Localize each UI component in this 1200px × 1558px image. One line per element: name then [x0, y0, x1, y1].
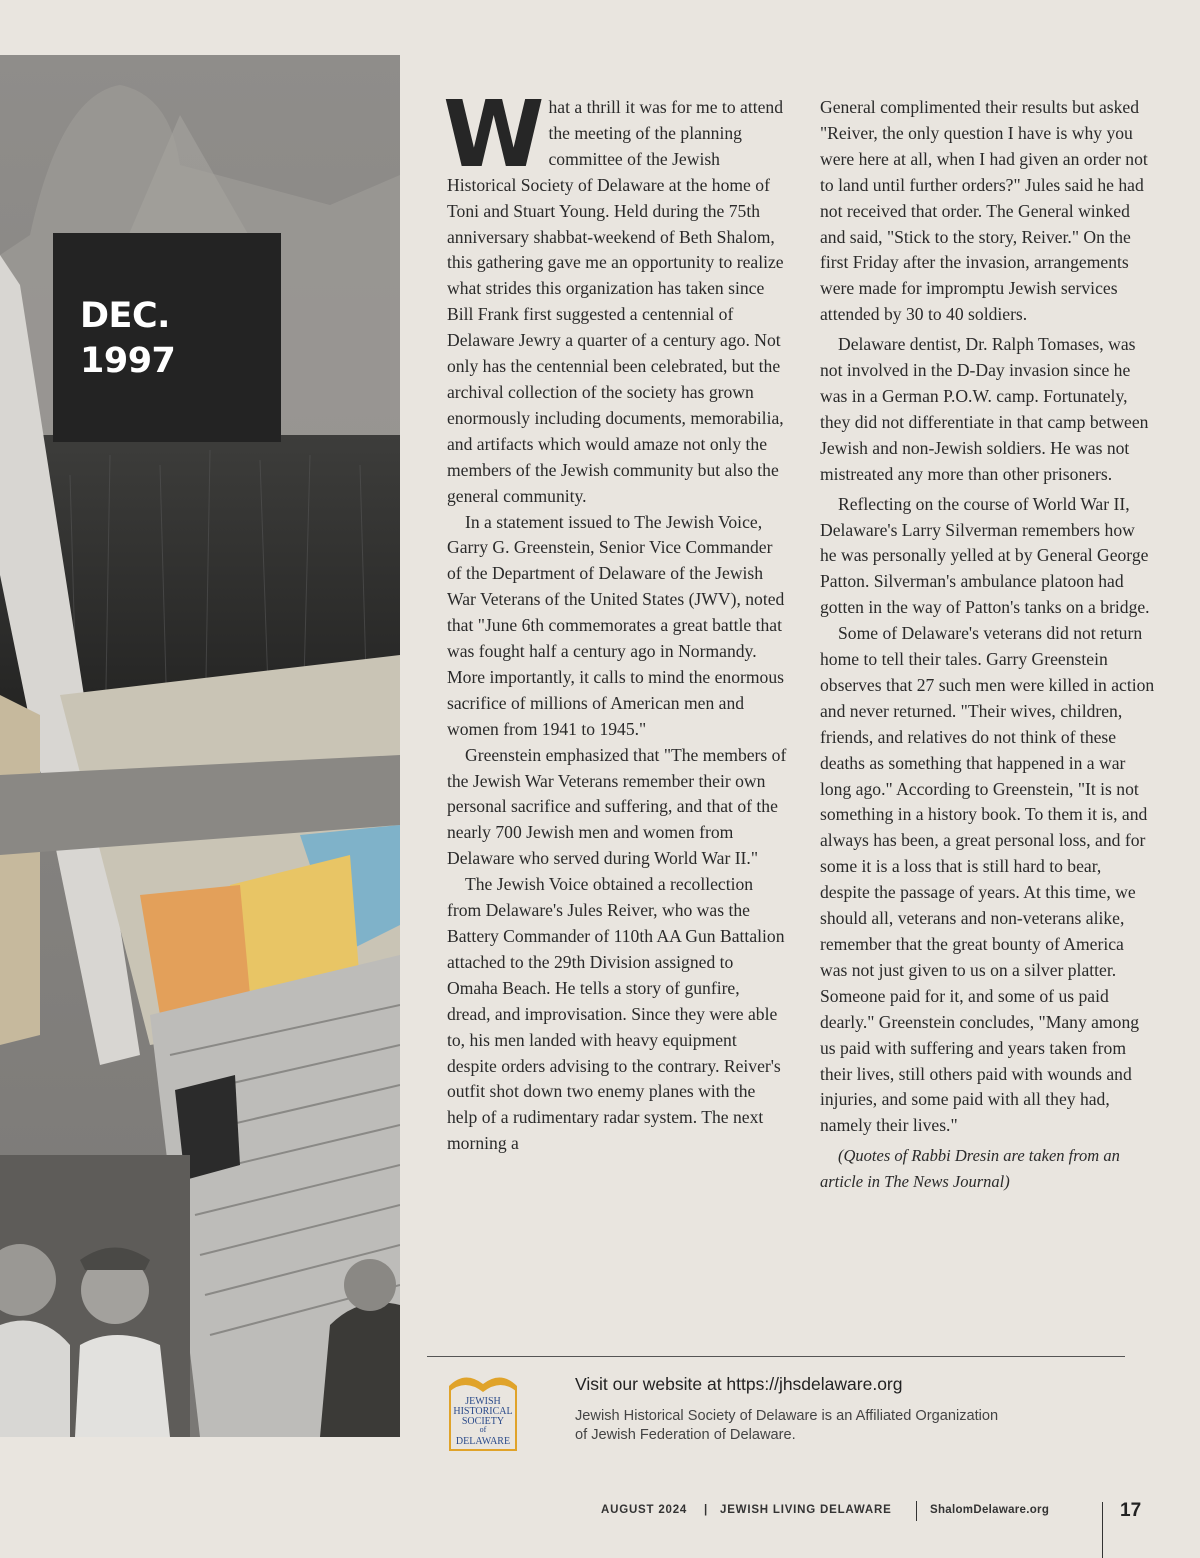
logo-line: DELAWARE: [455, 1436, 511, 1447]
logo-line: HISTORICAL: [453, 1406, 513, 1417]
footer-site-link[interactable]: ShalomDelaware.org: [930, 1504, 1050, 1516]
paragraph: Delaware dentist, Dr. Ralph Tomases, was not involved in the D-Day invasion since he was in a German P.O.W. camp. Fortunately, they did not differentiate in that camp between Jewish and non-Jewish soldiers. He was not mistreated any more than other prisoners.: [820, 334, 1149, 484]
logo-line: JEWISH: [465, 1396, 501, 1407]
logo-line: of: [479, 1425, 487, 1434]
paragraph: The Jewish Voice obtained a recollection from Delaware's Jules Reiver, who was the Battery Commander of 110th AA Gun Battalion attached to the 29th Division assigned to Omaha Beach. He tells a story of gunfire, dread, and improvisation. Since they were able to, his men landed with heavy equipment despite orders advising to the contrary. Reiver's outfit shot down two enemy planes with the help of a rudimentary radar system. The next morning a: [447, 874, 785, 1154]
date-month: DEC.: [80, 296, 170, 336]
affiliation-text: Jewish Historical Society of Delaware is an Affiliated Organization of Jewish Federation of Delaware.: [575, 1408, 999, 1443]
divider: [427, 1356, 1125, 1357]
logo-line: SOCIETY: [461, 1416, 505, 1427]
paragraph: In a statement issued to The Jewish Voice, Garry G. Greenstein, Senior Vice Commander of the Department of Delaware of the Jewish War Veterans of the United States (JWV), noted that "June 6th commemorates a great battle that was fought half a century ago in Normandy. More importantly, it calls to mind the enormous sacrifice of millions of American men and women from 1941 to 1945.": [447, 511, 785, 739]
footer-publication: JEWISH LIVING DELAWARE: [720, 1504, 892, 1516]
page-number-divider: [1102, 1502, 1103, 1558]
paragraph: Some of Delaware's veterans did not return home to tell their tales. Garry Greenstein observes that 27 such men were killed in action and never returned. "Their wives, children, friends, and relatives do not think of these deaths as something that happened in a war long ago." According to Greenstein, "It is not something in a history book. To them it is, and always has been, a great personal loss, and for some it is a loss that is still hard to bear, despite the passage of years. At this time, we should all, veterans and non-veterans alike, remember that the great bounty of America was not just given to us on a silver platter. Someone paid for it, and some of us paid dearly." Greenstein concludes, "Many among us paid with suffering and years taken from their lives, still others paid with wounds and injuries, and some paid with all they had, namely their lives.": [820, 623, 1155, 1136]
footer-issue: AUGUST 2024: [601, 1504, 688, 1516]
footer-separator: |: [704, 1504, 709, 1516]
drop-cap: W: [443, 81, 545, 188]
article-column-2: [820, 95, 1155, 1195]
footer-divider: [916, 1501, 917, 1521]
jhsd-logo: [445, 1370, 521, 1452]
date-year: 1997: [80, 341, 176, 381]
paragraph: Reflecting on the course of World War II, Delaware's Larry Silverman remembers how he was personally yelled at by General George Patton. Silverman's ambulance platoon had gotten in the way of Patton's tanks on a bridge.: [820, 493, 1150, 618]
page-number: 17: [1120, 1500, 1142, 1521]
article-column-1: [443, 81, 787, 1157]
date-box: [53, 233, 281, 442]
paragraph: Greenstein emphasized that "The members of the Jewish War Veterans remember their own personal sacrifice and suffering, and that of the nearly 700 Jewish men and women from Delaware who served during World War II.": [447, 744, 787, 869]
website-line: Visit our website at https://jhsdelaware.org: [575, 1374, 903, 1394]
paragraph: General complimented their results but asked "Reiver, the only question I have is why you were here at all, when I had given an order not to land until further orders?" Jules said he had not received that order. The General winked and said, "Stick to the story, Reiver." On the first Friday after the invasion, arrangements were made for impromptu Jewish services attended by 30 to 40 soldiers.: [820, 97, 1148, 325]
paragraph: hat a thrill it was for me to attend the meeting of the planning committee of the Jewish Historical Society of Delaware at the home of Toni and Stuart Young. Held during the 75th anniversary shabbat-weekend of Beth Shalom, this gathering gave me an opportunity to realize what strides this organization has taken since Bill Frank first suggested a centennial of Delaware Jewry a quarter of a century ago. Not only has the centennial been celebrated, but the archival collection of the society has grown enormously including documents, memorabilia, and artifacts which would amaze not only the members of the Jewish community but also the general community.: [447, 97, 784, 506]
source-note: (Quotes of Rabbi Dresin are taken from an article in The News Journal): [820, 1146, 1120, 1192]
